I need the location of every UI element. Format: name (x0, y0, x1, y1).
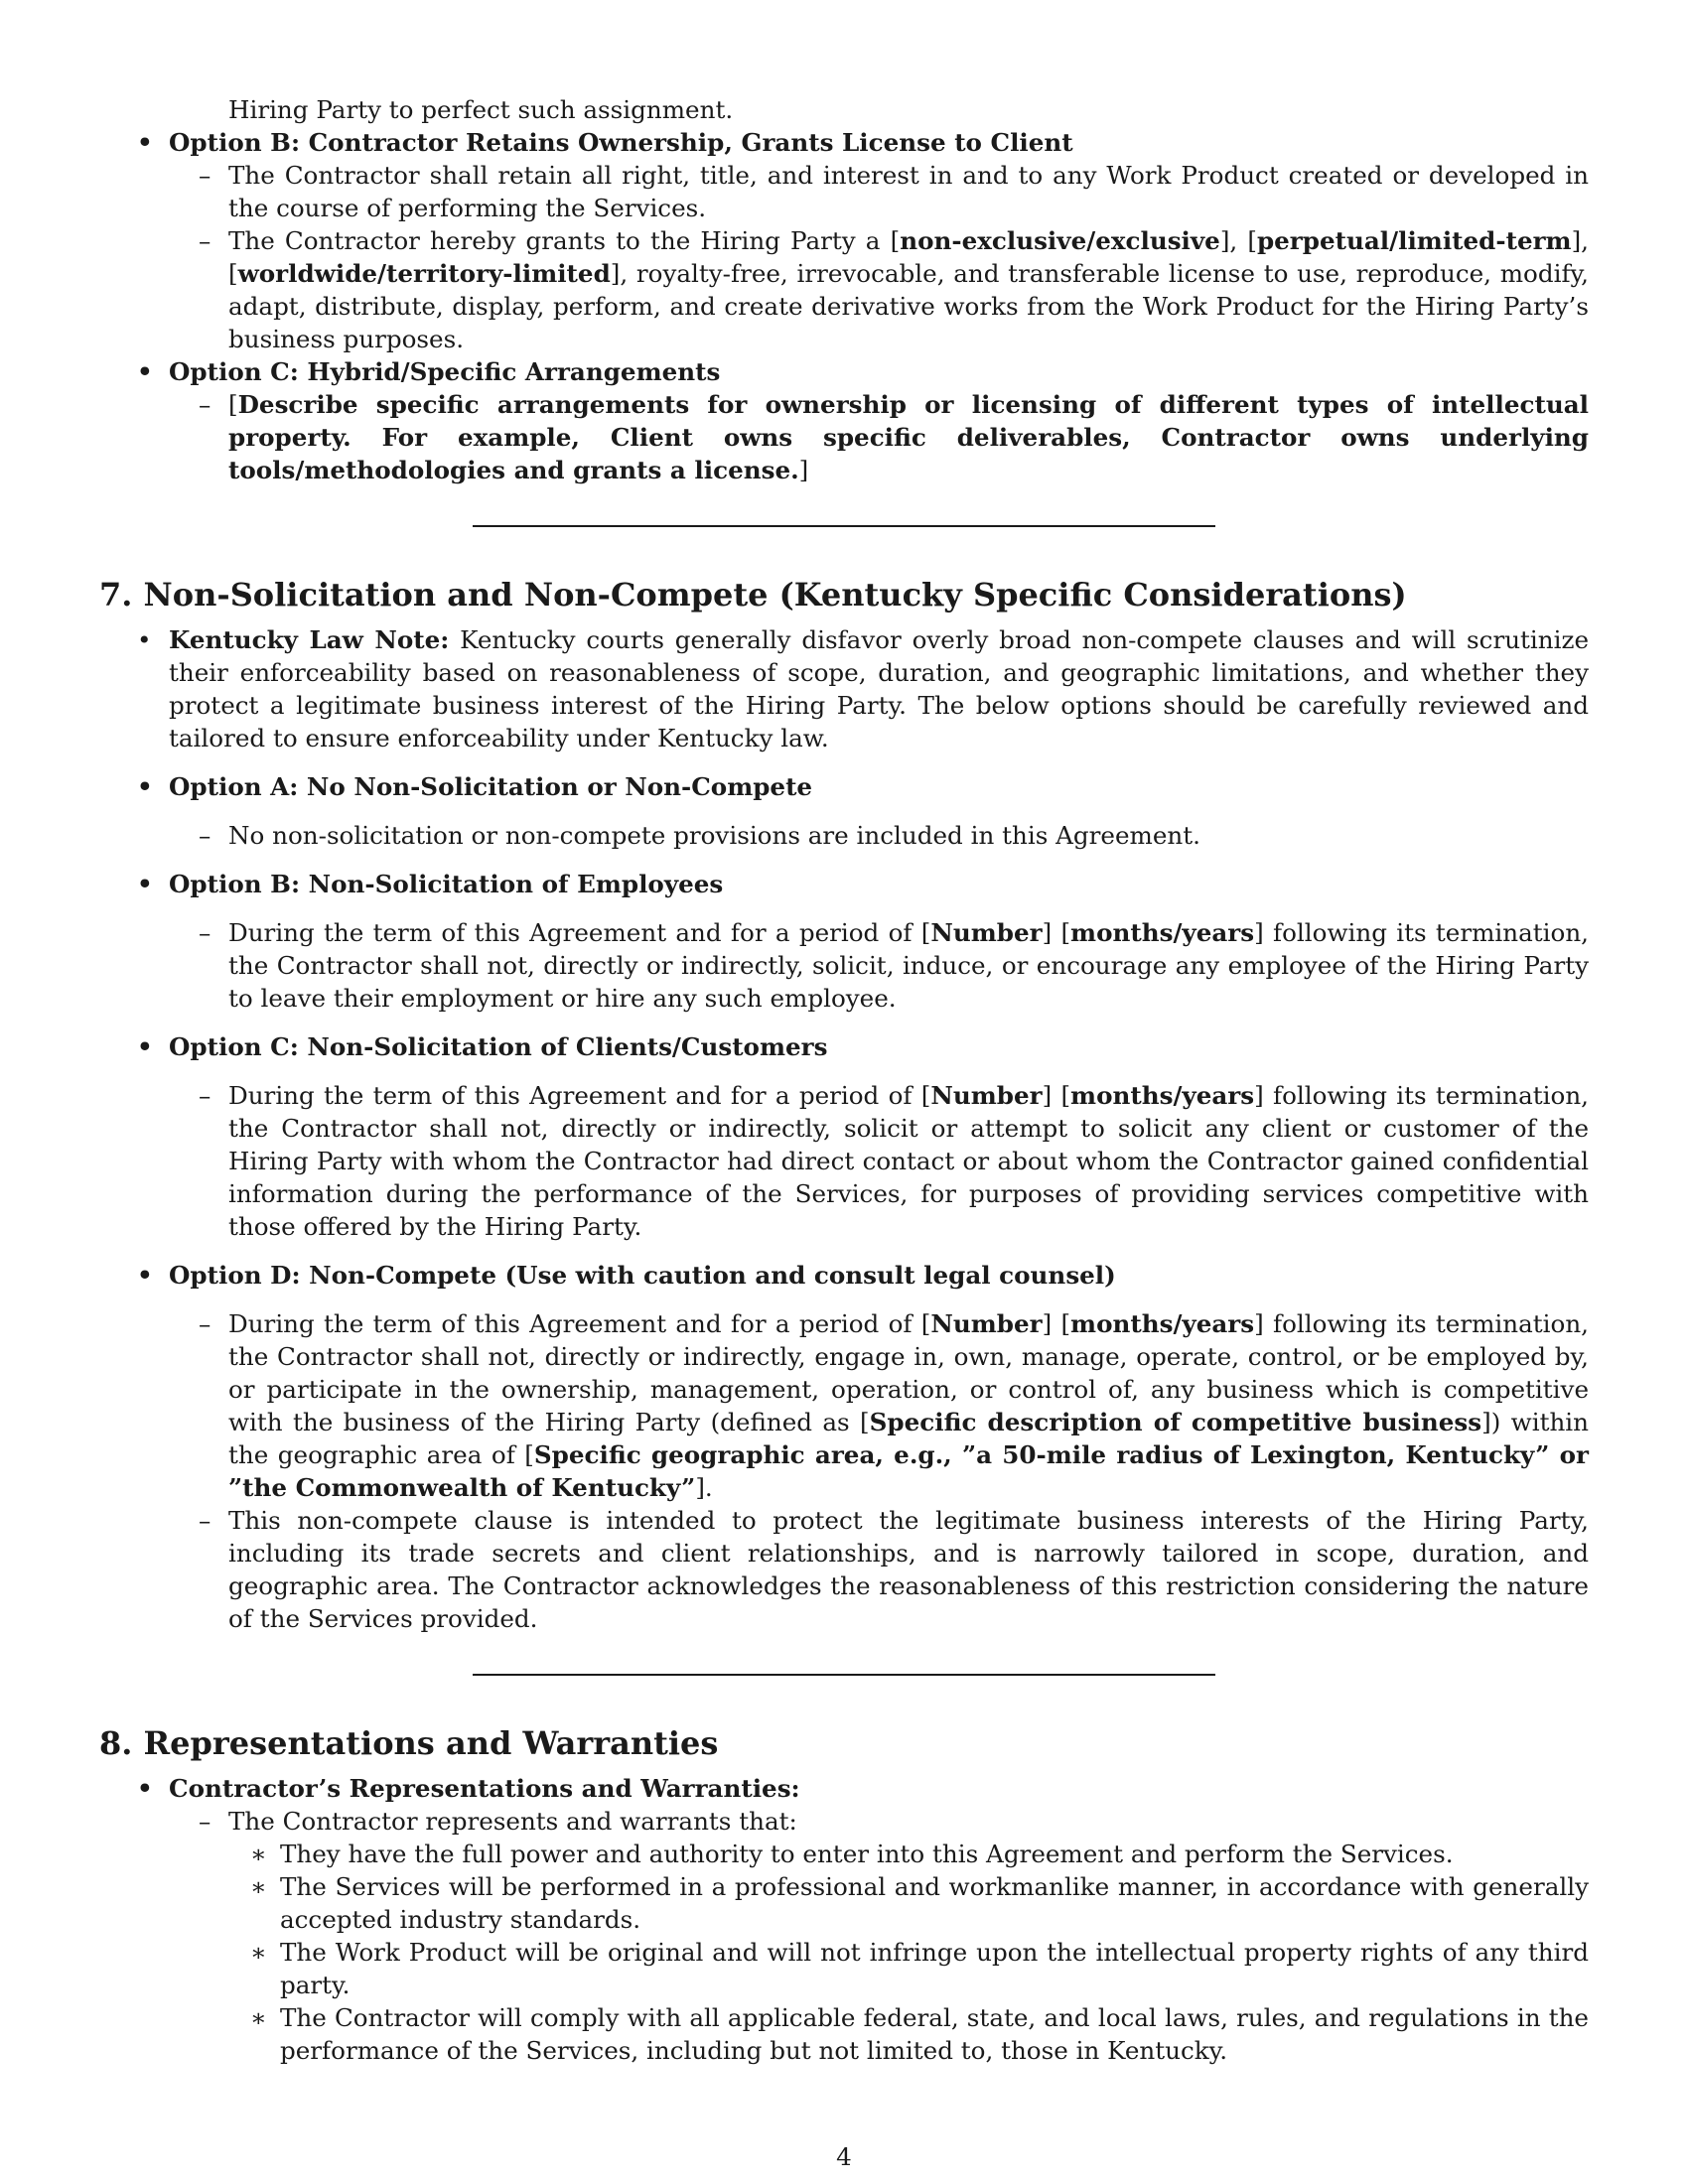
option-a-heading: Option A: No Non-Solicitation or Non-Compete (169, 772, 813, 801)
option-b-ownership-heading: Option B: Contractor Retains Ownership, Grants License to Client (169, 128, 1073, 157)
dash-icon: – (199, 1309, 211, 1338)
option-c-hybrid-heading: Option C: Hybrid/Specific Arrangements (169, 357, 721, 386)
warranty-item (99, 1870, 1589, 1936)
option-c-clause (99, 1079, 1589, 1243)
clause-text: ] following its termination, the Contractor shall not, directly or indirectly, solicit or attempt to solicit any client or customer of the Hiring Party with whom the Contractor had direct contact or about whom the Contractor gained confidential information during the performance of the Services, for purposes of providing services competitive with those offered by the Hiring Party. (228, 1081, 1589, 1241)
bullet-icon: • (137, 357, 153, 386)
clause-text: ] (798, 456, 809, 484)
option-b-ownership-clause-1 (99, 159, 1589, 224)
dash-icon: – (199, 1506, 211, 1535)
section-8-heading: 8. Representations and Warranties (99, 1724, 719, 1762)
clause-text: During the term of this Agreement and for a period of [ (228, 1309, 931, 1338)
warranty-item (99, 2001, 1589, 2067)
bullet-icon: • (137, 128, 153, 157)
option-b-ownership-clause-2 (99, 224, 1589, 355)
placeholder-number: Number (930, 1309, 1043, 1338)
placeholder-exclusivity: non-exclusive/exclusive (900, 226, 1220, 255)
asterisk-icon: ∗ (250, 1840, 267, 1868)
kentucky-law-note (99, 623, 1589, 754)
kentucky-note-text: Kentucky courts generally disfavor overly broad non-compete clauses and will scrutinize their enforceability based on reasonableness of scope, duration, and geographic limitations, and whether they protect a legitimate business interest of the Hiring Party. The below options should be carefully reviewed and tailored to ensure enforceability under Kentucky law. (169, 625, 1590, 752)
option-d-clause-1 (99, 1307, 1589, 1504)
clause-text: ]) within the geographic area of [ (228, 1408, 1590, 1469)
section-7-heading: 7. Non-Solicitation and Non-Compete (Kentucky Specific Considerations) (99, 576, 1407, 614)
clause-text: ], royalty-free, irrevocable, and transferable license to use, reproduce, modify, adapt, distribute, display, perform, and create derivative works from the Work Product for the Hiring Party’s business purposes. (228, 259, 1589, 353)
option-b-clause (99, 916, 1589, 1015)
option-a-clause (99, 819, 1589, 852)
section-divider (473, 1674, 1215, 1676)
clause-text: ]. (695, 1473, 713, 1502)
asterisk-icon: ∗ (250, 1872, 267, 1901)
warranty-text: The Work Product will be original and will not infringe upon the intellectual property rights of any third party. (280, 1938, 1589, 1999)
bullet-icon: • (137, 772, 153, 801)
option-b-heading: Option B: Non-Solicitation of Employees (169, 870, 724, 898)
warranty-text: They have the full power and authority to enter into this Agreement and perform the Services. (280, 1840, 1454, 1868)
option-b-ownership-item (99, 126, 1589, 159)
dash-icon: – (199, 390, 211, 419)
clause-text: ] [ (1042, 1081, 1071, 1110)
dash-icon: – (199, 821, 211, 850)
option-a-item (99, 770, 1589, 803)
bullet-icon: • (137, 870, 153, 898)
asterisk-icon: ∗ (250, 1938, 267, 1967)
bullet-icon: • (137, 1774, 153, 1803)
placeholder-number: Number (930, 918, 1043, 947)
placeholder-hybrid-description: Describe specific arrangements for ownership or licensing of different types of intellectual property. For example, Client owns specific deliverables, Contractor owns underlying tools/methodologies and grants a license. (228, 390, 1589, 484)
contractor-reps-heading: Contractor’s Representations and Warranties: (169, 1774, 800, 1803)
clause-text: ] [ (1042, 918, 1071, 947)
placeholder-term: perpetual/limited-term (1256, 226, 1572, 255)
page-content (99, 93, 1589, 2067)
option-c-item (99, 1030, 1589, 1063)
option-d-heading: Option D: Non-Compete (Use with caution and consult legal counsel) (169, 1261, 1116, 1290)
placeholder-geographic-area: Specific geographic area, e.g., ”a 50-mile radius of Lexington, Kentucky” or ”the Commonwealth of Kentucky” (228, 1440, 1589, 1502)
dash-icon: – (199, 226, 211, 255)
dash-icon: – (199, 1807, 211, 1836)
clause-text: ] [ (1042, 1309, 1071, 1338)
page-number: 4 (836, 2142, 852, 2171)
continuation-text: Hiring Party to perfect such assignment. (228, 95, 734, 124)
clause-text: During the term of this Agreement and for a period of [ (228, 1081, 931, 1110)
option-d-clause-2 (99, 1504, 1589, 1635)
placeholder-competitive-business: Specific description of competitive business (869, 1408, 1482, 1436)
warranty-text: The Services will be performed in a professional and workmanlike manner, in accordance with generally accepted industry standards. (280, 1872, 1589, 1934)
dash-icon: – (199, 161, 211, 190)
clause-text: [ (228, 390, 238, 419)
section-divider (473, 525, 1215, 527)
bullet-icon: • (137, 625, 152, 654)
bullet-icon: • (137, 1032, 153, 1061)
asterisk-icon: ∗ (250, 2003, 267, 2032)
continuation-line (99, 93, 1589, 126)
option-b-item (99, 868, 1589, 900)
placeholder-period: months/years (1070, 918, 1255, 947)
clause-text: ], [ (228, 226, 1589, 288)
option-c-heading: Option C: Non-Solicitation of Clients/Customers (169, 1032, 828, 1061)
contractor-reps-intro (99, 1805, 1589, 1838)
placeholder-period: months/years (1070, 1309, 1255, 1338)
option-d-clause-2-text: This non-compete clause is intended to protect the legitimate business interests of the Hiring Party, including its trade secrets and client relationships, and is narrowly tailored in scope, duration, and geographic area. The Contractor acknowledges the reasonableness of this restriction considering the nature of the Services provided. (228, 1506, 1589, 1633)
placeholder-period: months/years (1070, 1081, 1255, 1110)
clause-text: ] following its termination, the Contractor shall not, directly or indirectly, solicit, induce, or encourage any employee of the Hiring Party to leave their employment or hire any such employee. (228, 918, 1589, 1013)
kentucky-note-label: Kentucky Law Note: (169, 625, 450, 654)
dash-icon: – (199, 918, 211, 947)
clause-text: During the term of this Agreement and for a period of [ (228, 918, 931, 947)
clause-text: ] following its termination, the Contractor shall not, directly or indirectly, engage in, own, manage, operate, control, or be employed by, or participate in the ownership, management, operation, or control of, any business which is competitive with the business of the Hiring Party (defined as [ (228, 1309, 1589, 1436)
option-c-hybrid-item (99, 355, 1589, 388)
clause-text: The Contractor hereby grants to the Hiring Party a [ (228, 226, 901, 255)
option-a-text: No non-solicitation or non-compete provisions are included in this Agreement. (228, 821, 1200, 850)
option-d-item (99, 1259, 1589, 1292)
warranty-item (99, 1936, 1589, 2001)
contractor-reps-item (99, 1772, 1589, 1805)
option-c-hybrid-clause (99, 388, 1589, 486)
placeholder-territory: worldwide/territory-limited (237, 259, 611, 288)
dash-icon: – (199, 1081, 211, 1110)
clause-text: ], [ (1219, 226, 1257, 255)
option-b-clause-1-text: The Contractor shall retain all right, title, and interest in and to any Work Product created or developed in the course of performing the Services. (228, 161, 1589, 222)
warranty-item (99, 1838, 1589, 1870)
bullet-icon: • (137, 1261, 153, 1290)
warranty-text: The Contractor will comply with all applicable federal, state, and local laws, rules, and regulations in the performance of the Services, including but not limited to, those in Kentucky. (280, 2003, 1589, 2065)
placeholder-number: Number (930, 1081, 1043, 1110)
reps-intro-text: The Contractor represents and warrants that: (228, 1807, 797, 1836)
